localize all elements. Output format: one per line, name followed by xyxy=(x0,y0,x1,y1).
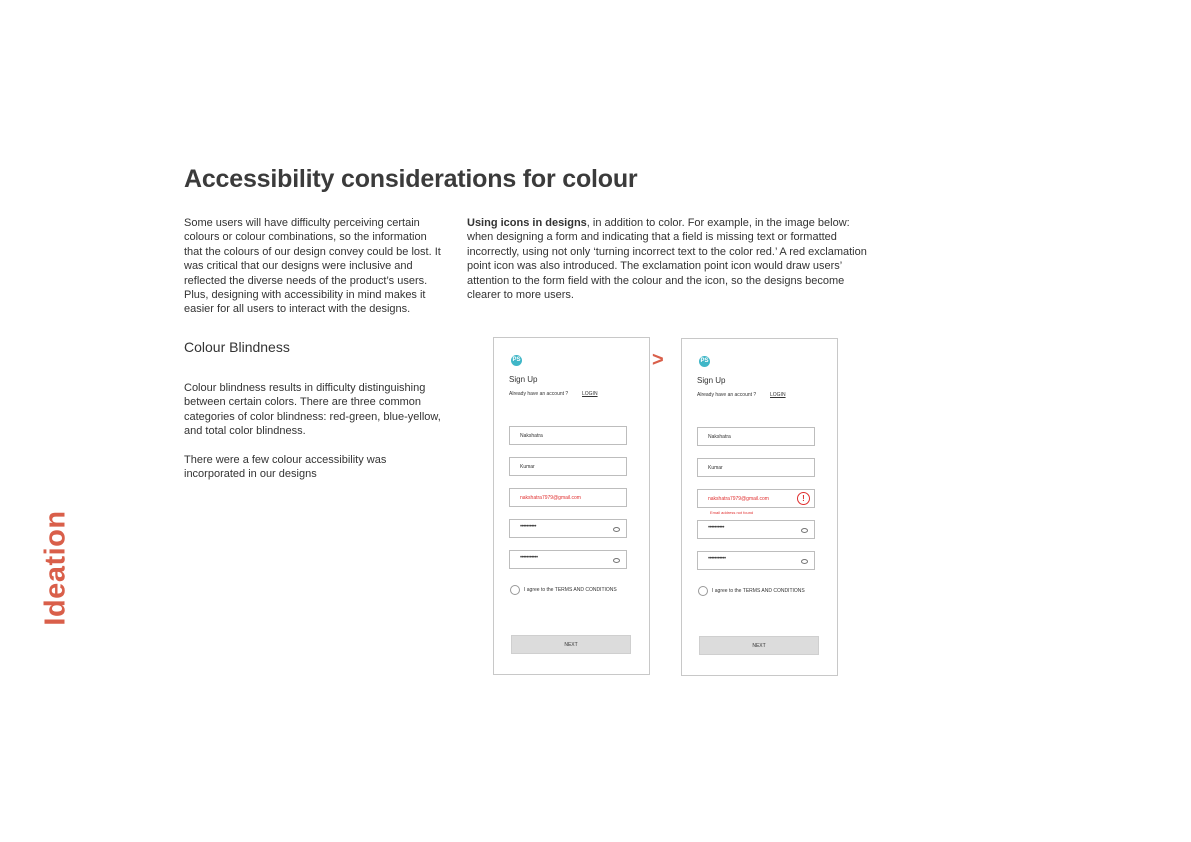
email-field[interactable] xyxy=(697,489,815,508)
last-name-value: Kumar xyxy=(520,464,535,470)
agree-prefix: I agree to the xyxy=(524,587,554,593)
next-button[interactable]: NEXT xyxy=(699,636,819,655)
email-field[interactable] xyxy=(509,488,627,507)
already-account-text: Already have an account ? xyxy=(697,392,757,398)
already-account-text: Already have an account ? xyxy=(509,391,569,397)
confirm-password-field[interactable] xyxy=(509,550,627,569)
first-name-field[interactable] xyxy=(509,426,627,445)
signup-title: Sign Up xyxy=(509,375,538,384)
terms-link[interactable]: TERMS AND CONDITIONS xyxy=(554,587,617,593)
password-value: •••••••••• xyxy=(708,525,725,531)
exclamation-icon: ! xyxy=(797,492,810,505)
intro-paragraph: Some users will have difficulty perceiving certain colours or colour combinations, so the information that the colours of our design convey could be lost. It was critical that our designs were inclusive and reflected the diverse needs of the product’s users. Plus, designing with accessibility in mind makes it easier for all users to interact with the designs. xyxy=(184,217,441,316)
confirm-password-value: ••••••••••• xyxy=(520,555,538,561)
accessibility-note-paragraph: There were a few colour accessibility was incorporated in our designs xyxy=(184,454,387,481)
colour-blindness-paragraph: Colour blindness results in difficulty distinguishing between certain colors. There are three common categories of color blindness: red-green, blue-yellow, and total color blindness. xyxy=(184,382,441,438)
colour-blindness-heading: Colour Blindness xyxy=(184,339,290,355)
terms-checkbox[interactable] xyxy=(698,586,708,596)
eye-icon[interactable] xyxy=(801,528,808,533)
login-link[interactable]: LOGIN xyxy=(770,392,786,398)
last-name-field[interactable] xyxy=(697,458,815,477)
agree-prefix: I agree to the xyxy=(712,588,742,594)
terms-checkbox[interactable] xyxy=(510,585,520,595)
terms-label xyxy=(712,588,805,594)
eye-icon[interactable] xyxy=(613,558,620,563)
comparison-arrow: > xyxy=(652,349,664,371)
eye-icon[interactable] xyxy=(801,559,808,564)
confirm-password-value: ••••••••••• xyxy=(708,556,726,562)
next-button[interactable]: NEXT xyxy=(511,635,631,654)
signup-title: Sign Up xyxy=(697,376,726,385)
login-link[interactable]: LOGIN xyxy=(582,391,598,397)
icons-paragraph-rest: , in addition to color. For example, in the image below: when designing a form and indicating that a field is missing text or formatted incorrectly, using not only ‘turning incorrect text to the color red.’ A red exclamation point icon was also introduced. The exclamation point icon would draw users’ attention to the form field with the colour and the icon, so the designs become clearer to more users. xyxy=(467,217,867,302)
first-name-value: Nakshatra xyxy=(708,434,731,440)
signup-mockup-after xyxy=(681,338,838,676)
password-value: •••••••••• xyxy=(520,524,537,530)
email-value: nakshatra7979@gmail.com xyxy=(708,496,769,502)
confirm-password-field[interactable] xyxy=(697,551,815,570)
password-field[interactable] xyxy=(697,520,815,539)
logo-icon: PS xyxy=(511,355,522,366)
last-name-field[interactable] xyxy=(509,457,627,476)
terms-label xyxy=(524,587,617,593)
logo-icon: PS xyxy=(699,356,710,367)
email-value: nakshatra7979@gmail.com xyxy=(520,495,581,501)
eye-icon[interactable] xyxy=(613,527,620,532)
icons-paragraph-bold: Using icons in designs xyxy=(467,217,587,229)
first-name-value: Nakshatra xyxy=(520,433,543,439)
last-name-value: Kumar xyxy=(708,465,723,471)
signup-mockup-before xyxy=(493,337,650,675)
icons-paragraph xyxy=(467,216,867,302)
email-error-message: Email address not found xyxy=(710,510,754,515)
terms-link[interactable]: TERMS AND CONDITIONS xyxy=(742,588,805,594)
page-title: Accessibility considerations for colour xyxy=(184,165,638,193)
section-label: Ideation xyxy=(39,510,72,626)
password-field[interactable] xyxy=(509,519,627,538)
first-name-field[interactable] xyxy=(697,427,815,446)
